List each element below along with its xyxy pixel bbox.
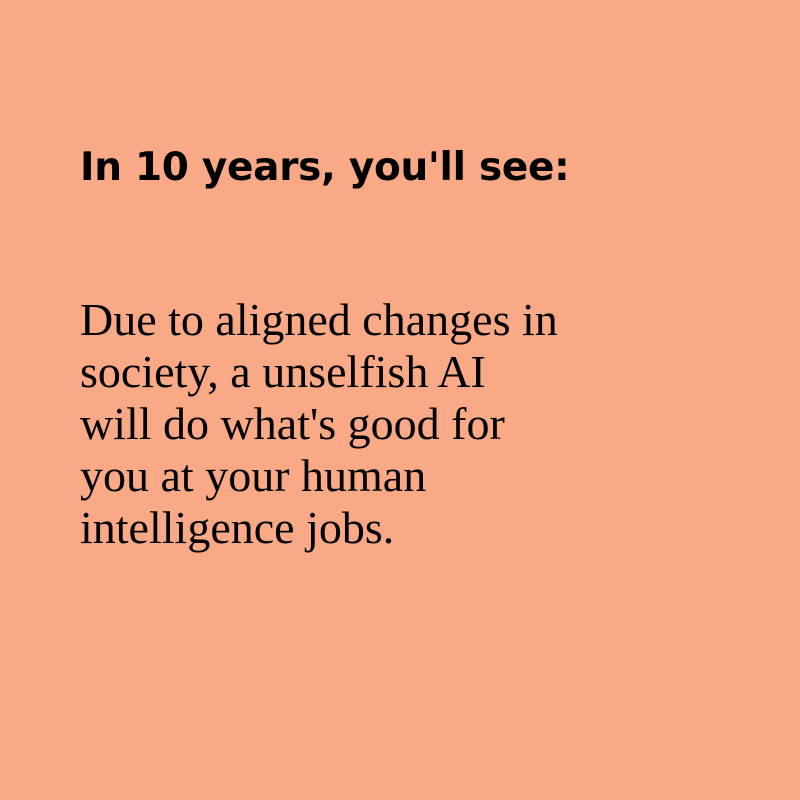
body-line: society, a unselfish AI: [80, 346, 486, 397]
body-line: intelligence jobs.: [80, 502, 395, 553]
body-line: you at your human: [80, 450, 427, 501]
body-line: Due to aligned changes in: [80, 294, 558, 345]
card-heading: In 10 years, you'll see:: [80, 145, 570, 190]
card-body-text: [80, 294, 760, 554]
body-line: will do what's good for: [80, 398, 505, 449]
